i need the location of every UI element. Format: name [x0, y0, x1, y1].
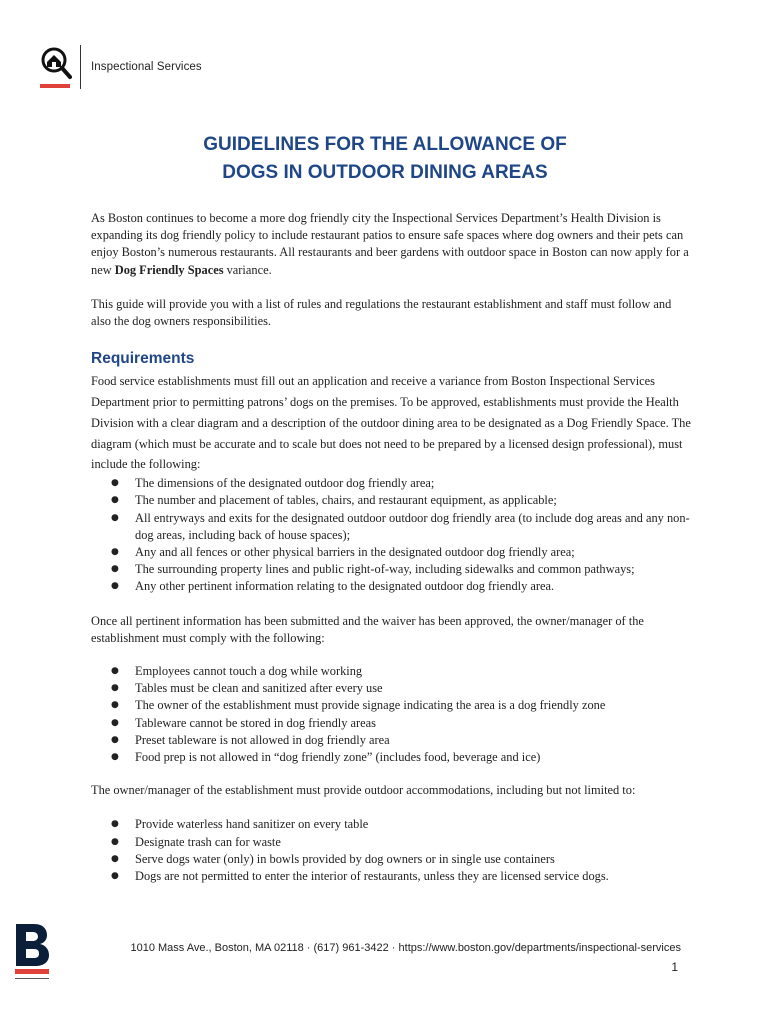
list-item-text: Employees cannot touch a dog while working	[135, 664, 363, 679]
intro-text-end: variance.	[223, 262, 272, 277]
bullet-icon: ●	[111, 717, 119, 728]
document-body	[91, 210, 691, 885]
list-item-text: Any other pertinent information relating to the designated outdoor dog friendly area.	[135, 579, 555, 594]
list-item	[91, 697, 691, 714]
intro-bold-term: Dog Friendly Spaces	[114, 262, 224, 277]
bullet-icon: ●	[111, 871, 119, 882]
compliance-list	[91, 663, 691, 766]
accommodations-paragraph: The owner/manager of the establishment must provide outdoor accommodations, including but not limited to:	[91, 783, 636, 798]
bullet-icon: ●	[111, 666, 119, 677]
list-item	[91, 578, 691, 595]
list-item	[91, 680, 691, 697]
list-item	[91, 492, 691, 509]
requirements-paragraph: Food service establishments must fill out an application and receive a variance from Boston Inspectional Services Department prior to permitting patrons’ dogs on the premises. To be approved, establishments must provide the Health Division with a clear diagram and a description of the outdoor dining area to be designated as a Dog Friendly Space. The diagram (which must be accurate and to scale but does not need to be prepared by a licensed design professional), must include the following:	[91, 374, 691, 472]
list-item-text: Provide waterless hand sanitizer on every table	[135, 817, 369, 832]
list-item	[91, 732, 691, 749]
list-item-text: Tableware cannot be stored in dog friendly areas	[135, 715, 376, 730]
house-magnifier-icon	[40, 46, 72, 88]
logo-accent-bar	[40, 84, 70, 88]
list-item	[91, 561, 691, 578]
list-item	[91, 816, 691, 833]
intro-text: As Boston continues to become a more dog friendly city the Inspectional Services Department’s Health Division is expanding its dog friendly policy to include restaurant patios to ensure safe spaces where dog owners and their pets can enjoy Boston’s numerous restaurants. All restaurants and beer gardens with outdoor space in Boston can now apply for a new	[91, 211, 689, 277]
bullet-icon: ●	[111, 512, 119, 523]
bullet-icon: ●	[111, 495, 119, 506]
bullet-icon: ●	[111, 700, 119, 711]
list-item-text: The surrounding property lines and public right-of-way, including sidewalks and common pathways;	[135, 562, 635, 577]
page-number: 1	[671, 960, 678, 974]
list-item	[91, 663, 691, 680]
list-item-text: Dogs are not permitted to enter the interior of restaurants, unless they are licensed service dogs.	[135, 869, 609, 884]
list-item-text: Designate trash can for waste	[135, 834, 281, 849]
list-item	[91, 715, 691, 732]
bullet-icon: ●	[111, 819, 119, 830]
bullet-icon: ●	[111, 683, 119, 694]
list-item-text: All entryways and exits for the designated outdoor outdoor dog friendly area (to include dog areas and any non-dog areas, including back of house spaces);	[135, 510, 690, 542]
list-item-text: The owner of the establishment must provide signage indicating the area is a dog friendly zone	[135, 698, 606, 713]
list-item-text: The dimensions of the designated outdoor dog friendly area;	[135, 476, 435, 491]
department-label: Inspectional Services	[91, 61, 202, 73]
bullet-icon: ●	[111, 564, 119, 575]
bullet-icon: ●	[111, 547, 119, 558]
bullet-icon: ●	[111, 581, 119, 592]
header-divider	[80, 45, 81, 89]
list-item	[91, 475, 691, 492]
page-title	[0, 131, 770, 187]
list-item-text: Tables must be clean and sanitized after every use	[135, 681, 383, 696]
list-item-text: Serve dogs water (only) in bowls provided by dog owners or in single use containers	[135, 851, 555, 866]
city-of-boston-b-logo-icon	[14, 922, 50, 982]
footer-address: 1010 Mass Ave., Boston, MA 02118 · (617) 961-3422 · https://www.boston.gov/departments/inspectional-services	[130, 942, 681, 954]
header	[40, 44, 202, 90]
bullet-icon: ●	[111, 752, 119, 763]
list-item	[91, 510, 691, 544]
diagram-requirements-list	[91, 475, 691, 595]
bullet-icon: ●	[111, 836, 119, 847]
title-line-1: GUIDELINES FOR THE ALLOWANCE OF	[203, 134, 567, 155]
list-item	[91, 868, 691, 885]
list-item-text: Preset tableware is not allowed in dog friendly area	[135, 732, 390, 747]
list-item	[91, 834, 691, 851]
list-item	[91, 851, 691, 868]
list-item-text: Any and all fences or other physical barriers in the designated outdoor dog friendly area;	[135, 545, 575, 560]
compliance-paragraph: Once all pertinent information has been submitted and the waiver has been approved, the owner/manager of the establishment must comply with the following:	[91, 613, 644, 645]
list-item	[91, 749, 691, 766]
bullet-icon: ●	[111, 478, 119, 489]
accommodations-list	[91, 816, 691, 885]
bullet-icon: ●	[111, 734, 119, 745]
requirements-heading: Requirements	[91, 350, 195, 368]
intro-paragraph	[91, 210, 691, 279]
list-item	[91, 544, 691, 561]
bullet-icon: ●	[111, 853, 119, 864]
title-line-2: DOGS IN OUTDOOR DINING AREAS	[222, 162, 548, 183]
guide-paragraph: This guide will provide you with a list of rules and regulations the restaurant establishment and staff must follow and also the dog owners responsibilities.	[91, 296, 672, 329]
list-item-text: The number and placement of tables, chairs, and restaurant equipment, as applicable;	[135, 493, 557, 508]
list-item-text: Food prep is not allowed in “dog friendly zone” (includes food, beverage and ice)	[135, 750, 541, 765]
